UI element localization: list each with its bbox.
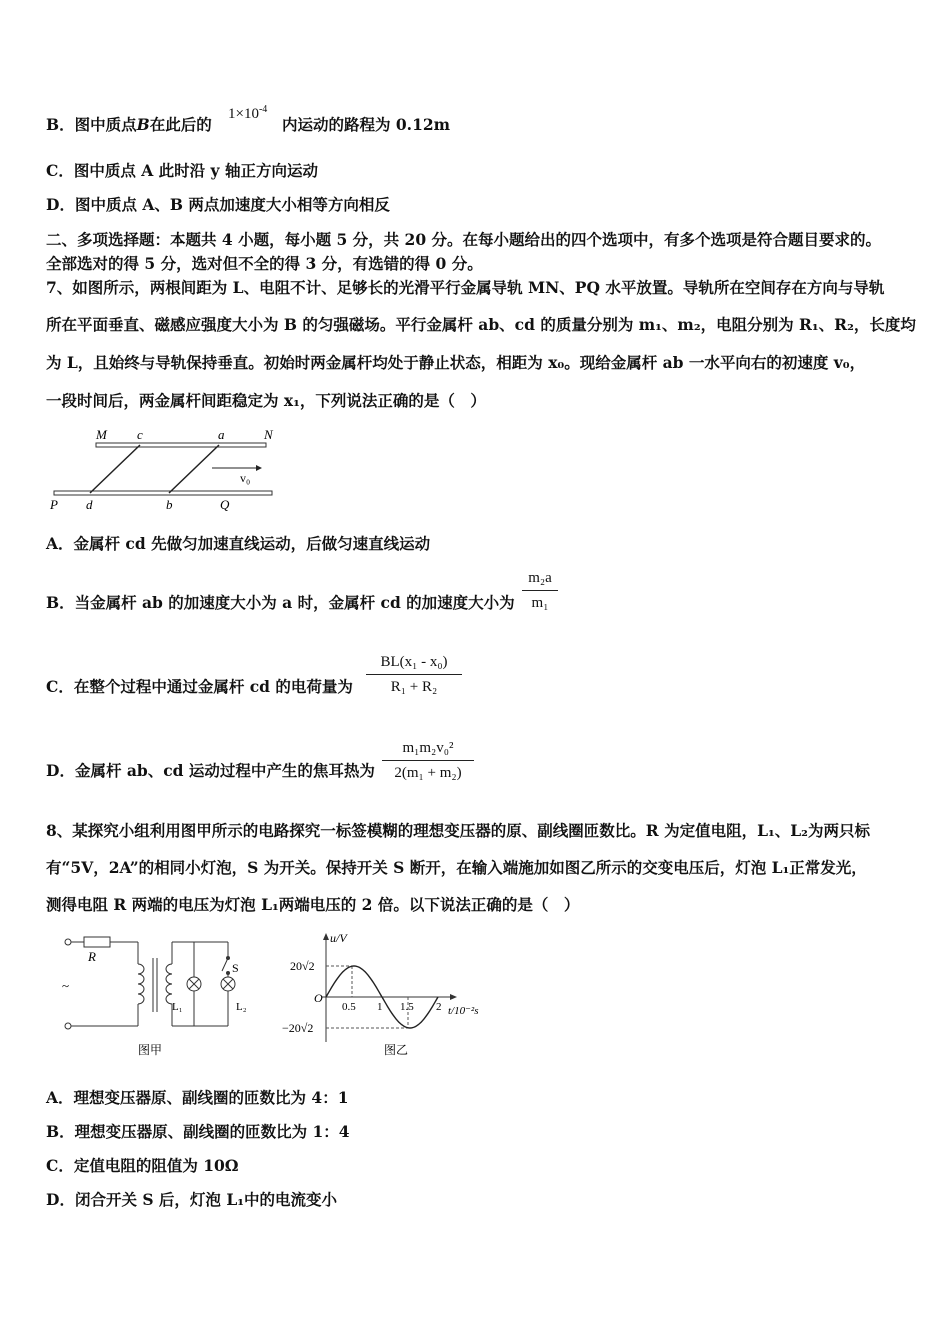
label-l1: L₁ (172, 1001, 183, 1013)
q8-stem-line1: 8、某探究小组利用图甲所示的电路探究一标签模糊的理想变压器的原、副线圈匝数比。R 为定值电阻，L₁、L₂为两只标 (46, 821, 870, 840)
label-b: b (166, 497, 173, 512)
q7-option-a: A．金属杆 cd 先做匀加速直线运动，后做匀速直线运动 (46, 534, 431, 553)
q7-option-b: B．当金属杆 ab 的加速度大小为 a 时，金属杆 cd 的加速度大小为 (46, 593, 515, 612)
fraction-numerator: BL(x₁ - x₀) (380, 654, 448, 670)
label-l2: L₂ (236, 1001, 247, 1013)
y-axis-label: u/V (330, 931, 347, 945)
label-c: c (137, 427, 143, 442)
primary-coil (138, 964, 144, 1004)
q7-stem-line1: 7、如图所示，两根间距为 L、电阻不计、足够长的光滑平行金属导轨 MN、PQ 水平放置。导轨所在空间存在方向与导轨 (46, 278, 885, 297)
label-n: N (264, 427, 273, 442)
q7-option-c-fraction (366, 652, 462, 697)
label-a: a (218, 427, 225, 442)
q7-stem-line4: 一段时间后，两金属杆间距稳定为 x₁，下列说法正确的是（ ） (46, 391, 486, 410)
rail-mn (96, 443, 266, 447)
fraction-denominator: 2(m₁ + m₂) (394, 765, 462, 781)
q8-voltage-graph (278, 930, 498, 1060)
fraction-numerator: m₂a (528, 570, 552, 586)
q7-option-d-fraction (382, 738, 474, 783)
label-p: P (50, 497, 58, 512)
q8-stem-line2: 有“5V，2A”的相同小灯泡，S 为开关。保持开关 S 断开，在输入端施加如图乙所示的交变电压后，灯泡 L₁正常发光， (46, 858, 867, 877)
label-ac-source: ~ (62, 978, 70, 993)
rod-cd (90, 445, 140, 493)
tick-label-2: 2 (436, 1001, 442, 1013)
fraction-numerator: m₁m₂v₀² (402, 740, 454, 756)
rail-pq (54, 491, 272, 495)
q6-option-b-post: 内运动的路程为 0.12m (282, 115, 451, 134)
input-terminal-bottom (65, 1023, 71, 1029)
q7-stem-line2: 所在平面垂直、磁感应强度大小为 B 的匀强磁场。平行金属杆 ab、cd 的质量分别为 m₁、m₂，电阻分别为 R₁、R₂，长度均 (46, 315, 916, 334)
q6-option-b-pre: B．图中质点 (46, 115, 137, 134)
caption-fig1: 图甲 (138, 1043, 163, 1057)
label-q: Q (220, 497, 230, 512)
q8-option-c: C．定值电阻的阻值为 10Ω (46, 1156, 239, 1175)
q8-option-b: B．理想变压器原、副线圈的匝数比为 1：4 (46, 1122, 350, 1141)
q6-option-b (46, 114, 212, 136)
rod-ab (169, 445, 219, 493)
q8-option-d: D．闭合开关 S 后，灯泡 L₁中的电流变小 (46, 1190, 338, 1209)
fraction-denominator: m₁ (531, 595, 549, 611)
label-r: R (88, 949, 96, 964)
q7-option-b-fraction (522, 568, 558, 613)
label-d: d (86, 497, 93, 512)
tick-label-1-5: 1.5 (400, 1001, 414, 1013)
q7-option-d: D．金属杆 ab、cd 运动过程中产生的焦耳热为 (46, 761, 375, 780)
q6-option-b-mid: 在此后的 (149, 115, 212, 134)
q8-circuit-figure (56, 928, 266, 1060)
q6-option-c: C．图中质点 A 此时沿 y 轴正方向运动 (46, 161, 318, 180)
resistor-r (84, 937, 110, 947)
q6-option-b-var: B (136, 115, 150, 134)
origin-label: O (314, 991, 323, 1005)
q6-time-expression: $1\times 10^{-4}$ (228, 104, 268, 122)
label-m: M (96, 427, 107, 442)
q7-option-c: C．在整个过程中通过金属杆 cd 的电荷量为 (46, 677, 353, 696)
caption-fig2: 图乙 (384, 1043, 409, 1057)
q7-stem-line3: 为 L，且始终与导轨保持垂直。初始时两金属杆均处于静止状态，相距为 x₀。现给金属杆 ab 一水平向右的初速度 v₀， (46, 353, 866, 372)
section2-line2: 全部选对的得 5 分，选对但不全的得 3 分，有选错的得 0 分。 (46, 254, 483, 273)
ymax-label: 20√2 (290, 959, 315, 973)
fraction-denominator: R₁ + R₂ (390, 679, 438, 695)
switch-s (222, 958, 228, 971)
tick-label-1: 1 (377, 1001, 383, 1013)
q6-option-d: D．图中质点 A、B 两点加速度大小相等方向相反 (46, 195, 390, 214)
x-axis-label: t/10⁻²s (448, 1005, 479, 1017)
label-v0: v₀ (240, 471, 251, 485)
ymin-label: −20√2 (282, 1021, 314, 1035)
section2-line1: 二、多项选择题：本题共 4 小题，每小题 5 分，共 20 分。在每小题给出的四个选项中，有多个选项是符合题目要求的。 (46, 230, 882, 249)
q8-stem-line3: 测得电阻 R 两端的电压为灯泡 L₁两端电压的 2 倍。以下说法正确的是（ ） (46, 895, 580, 914)
secondary-coil (166, 964, 172, 1004)
tick-label-0-5: 0.5 (342, 1001, 356, 1013)
velocity-arrowhead (256, 465, 262, 471)
q8-option-a: A．理想变压器原、副线圈的匝数比为 4：1 (46, 1088, 349, 1107)
q7-rail-figure (44, 425, 294, 517)
input-terminal-top (65, 939, 71, 945)
label-s: S (232, 961, 239, 975)
